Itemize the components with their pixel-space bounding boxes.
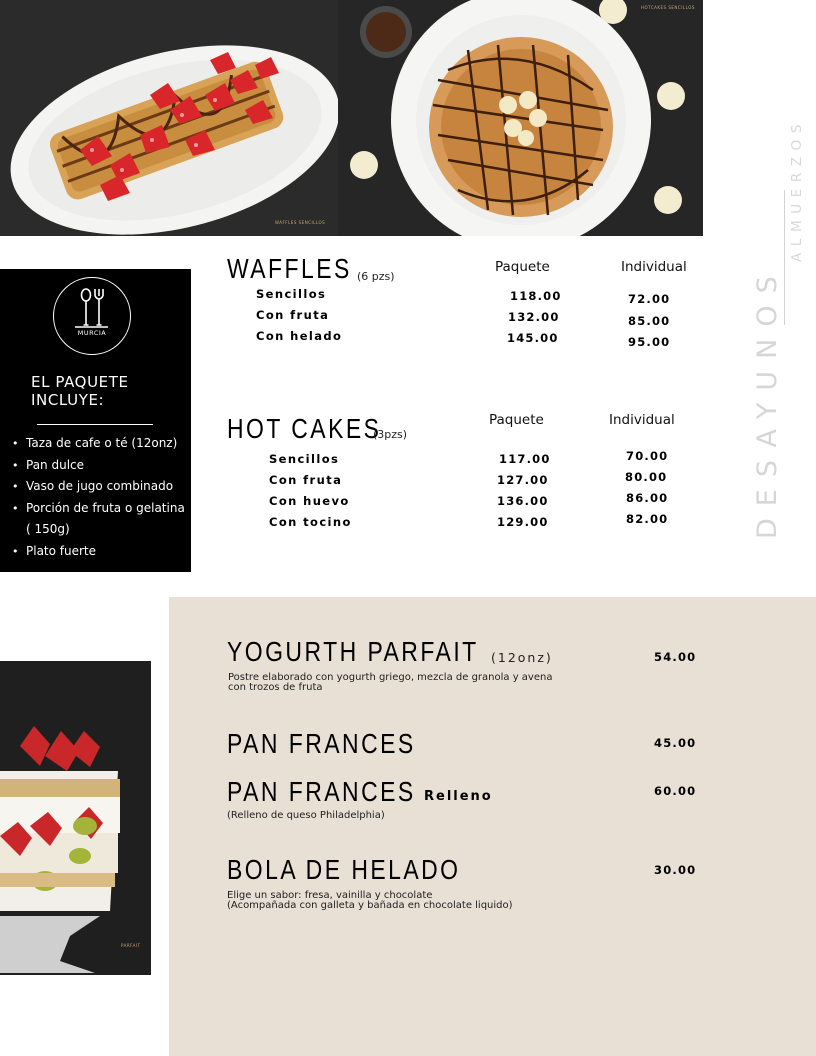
waffles-title: WAFFLES [227,253,352,284]
hotcakes-note: (3pzs) [373,428,408,441]
waffles-item-name: Sencillos [256,287,327,301]
package-item: • Pan dulce [10,455,186,477]
hotcakes-col-paquete: Paquete [489,412,544,428]
bola-helado-price: 30.00 [654,863,697,877]
package-panel [0,269,191,572]
almuerzos-label: ALMUERZOS [789,117,805,262]
pan-frances-relleno-title: PAN FRANCES [227,776,416,807]
parfait-photo-caption: PARFAIT [121,943,141,948]
hotcakes-item-individual: 82.00 [626,512,669,526]
fork-knife-icon [54,278,129,353]
parfait-desc: con trozos de fruta [228,682,323,693]
hotcakes-item-name: Con fruta [269,473,343,487]
hotcakes-col-individual: Individual [609,412,675,428]
hotcakes-item-individual: 80.00 [625,470,668,484]
hotcakes-item-paquete: 127.00 [497,473,549,487]
package-item: • Vaso de jugo combinado [10,476,186,498]
hotcakes-item-paquete: 129.00 [497,515,549,529]
side-divider [784,190,785,325]
logo-text: MURCIA [77,329,107,337]
parfait-price: 54.00 [654,650,697,664]
package-divider [37,424,153,425]
waffles-item-individual: 85.00 [628,314,671,328]
waffles-item-paquete: 118.00 [510,289,562,303]
hotcakes-item-individual: 70.00 [626,449,669,463]
pan-frances-relleno-note: Relleno [424,789,493,804]
hotcakes-photo-caption: HOTCAKES SENCILLOS [641,5,695,10]
side-word-desayunos [752,234,782,539]
waffles-note: (6 pzs) [357,270,395,283]
waffles-item-name: Con fruta [256,308,330,322]
bola-helado-title: BOLA DE HELADO [227,854,461,885]
parfait-photo [0,661,151,975]
parfait-note: (12onz) [491,650,553,665]
waffles-item-individual: 95.00 [628,335,671,349]
package-item: • Taza de cafe o té (12onz) [10,433,186,455]
hotcakes-item-individual: 86.00 [626,491,669,505]
waffles-item-paquete: 145.00 [507,331,559,345]
pan-frances-relleno-desc: (Relleno de queso Philadelphia) [227,810,385,821]
pan-frances-price: 45.00 [654,736,697,750]
murcia-logo [53,277,131,355]
parfait-desc: Postre elaborado con yogurth griego, mezcla de granola y avena [228,672,553,683]
waffles-item-individual: 72.00 [628,292,671,306]
waffles-photo [0,0,338,236]
waffles-item-name: Con helado [256,329,343,343]
package-item: • Plato fuerte [10,541,186,563]
pan-frances-title: PAN FRANCES [227,728,416,759]
desayunos-label: DESAYUNOS [752,264,783,539]
waffles-photo-caption: WAFFLES SENCILLOS [275,220,326,225]
package-item: • Porción de fruta o gelatina ( 150g) [10,498,186,541]
bola-helado-desc: (Acompañada con galleta y bañada en chocolate liquido) [227,900,513,911]
bola-helado-desc: Elige un sabor: fresa, vainilla y chocolate [227,890,433,901]
hotcakes-item-name: Sencillos [269,452,340,466]
hotcakes-title: HOT CAKES [227,413,382,444]
package-list [10,433,186,562]
hotcakes-item-name: Con huevo [269,494,350,508]
hotcakes-photo [338,0,703,236]
waffles-col-paquete: Paquete [495,259,550,275]
pan-frances-relleno-price: 60.00 [654,784,697,798]
package-title: EL PAQUETE INCLUYE: [31,373,129,409]
parfait-title: YOGURTH PARFAIT [227,636,479,667]
waffles-col-individual: Individual [621,259,687,275]
hotcakes-item-paquete: 136.00 [497,494,549,508]
waffles-item-paquete: 132.00 [508,310,560,324]
hotcakes-item-name: Con tocino [269,515,352,529]
hotcakes-item-paquete: 117.00 [499,452,551,466]
